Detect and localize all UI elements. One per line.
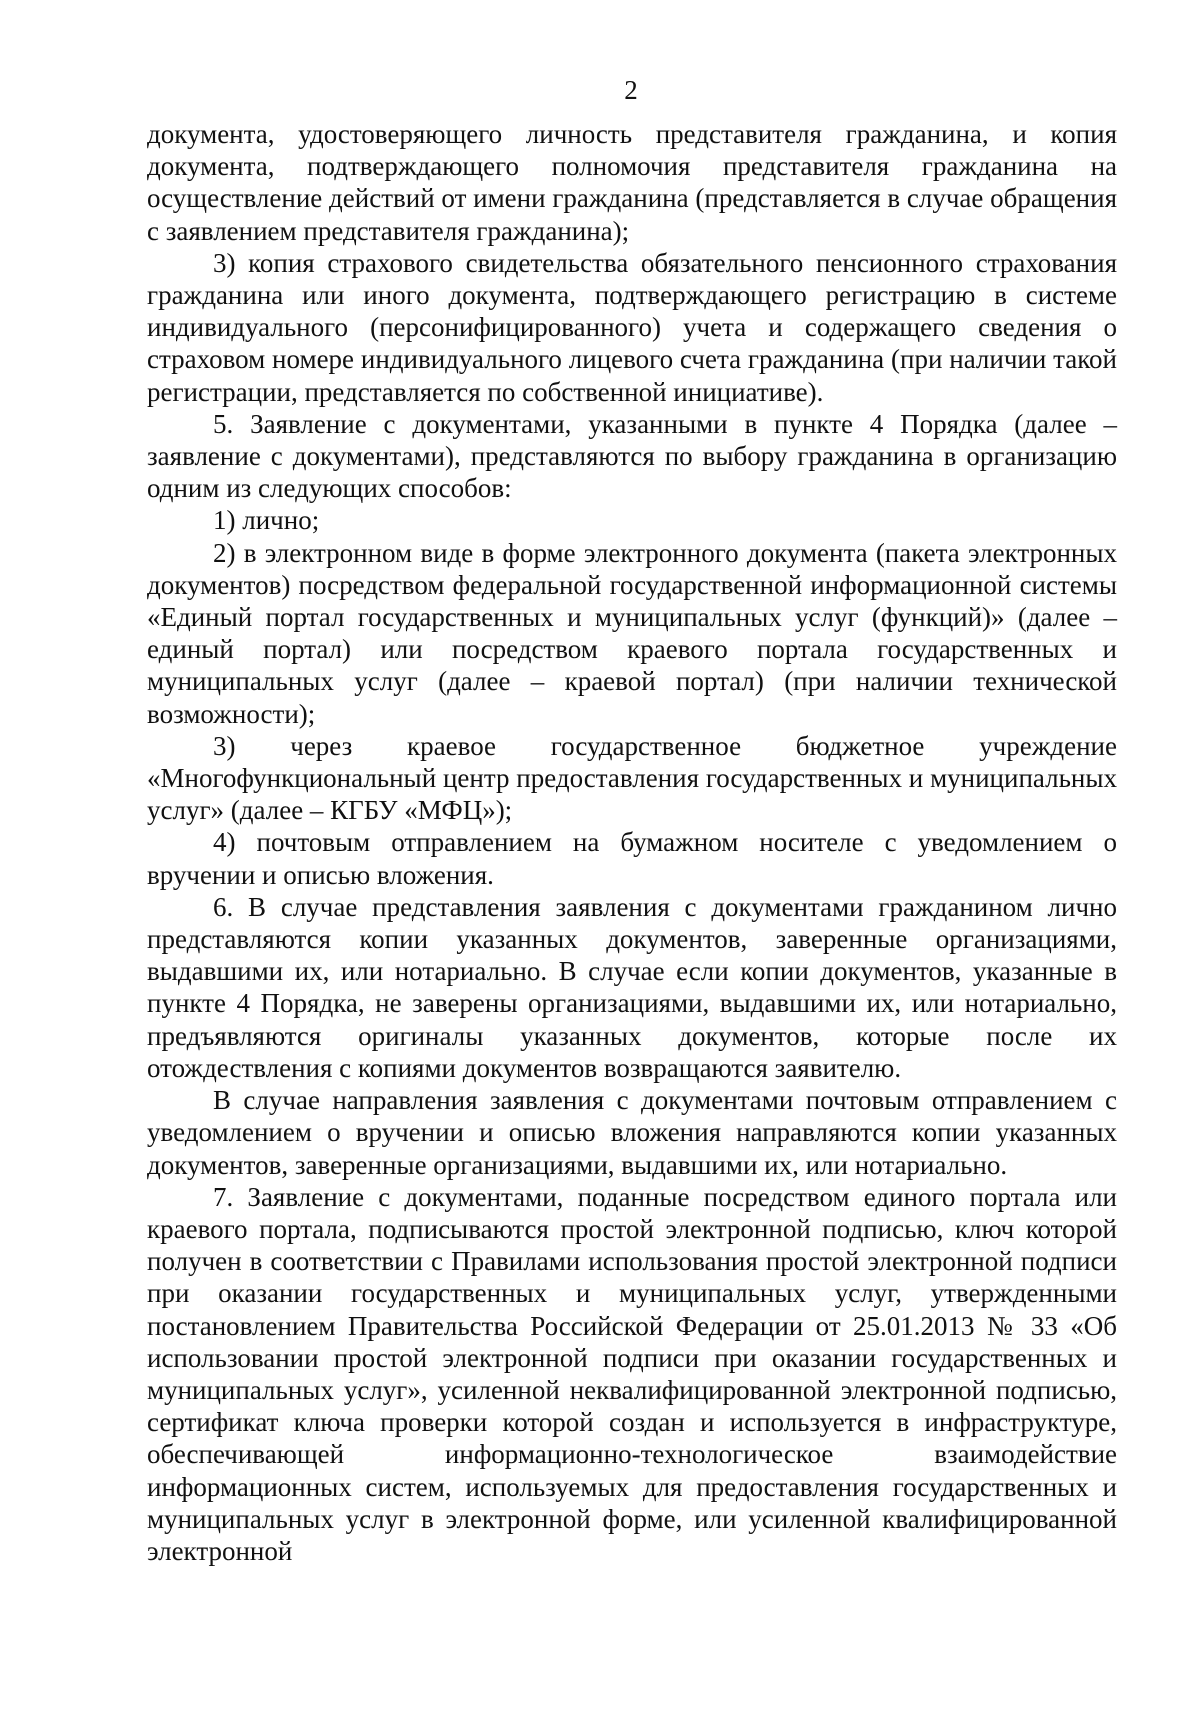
paragraph-clause-6: 6. В случае представления заявления с документами гражданином лично представляются копии указанных документов, заверенные организациями, выдавшими их, или нотариально. В случае если копии документов, указанные в пункте 4 Порядка, не заверены организациями, выдавшими их, или нотариально, предъявляются оригиналы указанных документов, которые после их отождествления с копиями документов возвращаются заявителю. (147, 891, 1117, 1083)
paragraph-item-3-mfc: 3) через краевое государственное бюджетное учреждение «Многофункциональный центр предоставления государственных и муниципальных услуг» (далее – КГБУ «МФЦ»); (147, 730, 1117, 826)
paragraph-clause-5: 5. Заявление с документами, указанными в пункте 4 Порядка (далее – заявление с документами), представляются по выбору гражданина в организацию одним из следующих способов: (147, 408, 1117, 504)
paragraph-item-1-in-person: 1) лично; (213, 505, 320, 536)
paragraph-item-2-electronic: 2) в электронном виде в форме электронного документа (пакета электронных документов) посредством федеральной государственной информационной системы «Единый портал государственных и муниципальных услуг (функций)» (далее – единый портал) или посредством краевого портала государственных и муниципальных услуг (далее – краевой портал) (при наличии технической возможности); (147, 537, 1117, 729)
paragraph-item-4-postal: 4) почтовым отправлением на бумажном носителе с уведомлением о вручении и описью вложения. (147, 827, 1117, 890)
page-number: 2 (624, 75, 638, 105)
paragraph-clause-6-postal: В случае направления заявления с документами почтовым отправлением с уведомлением о вручении и описью вложения направляются копии указанных документов, заверенные организациями, выдавшими их, или нотариально. (147, 1085, 1117, 1180)
paragraph-continuation: документа, удостоверяющего личность представителя гражданина, и копия документа, подтверждающего полномочия представителя гражданина на осуществление действий от имени гражданина (представляется в случае обращения с заявлением представителя гражданина); (147, 119, 1117, 246)
paragraph-item-3-insurance-certificate: 3) копия страхового свидетельства обязательного пенсионного страхования гражданина или иного документа, подтверждающего регистрацию в системе индивидуального (персонифицированного) учета и содержащего сведения о страховом номере индивидуального лицевого счета гражданина (при наличии такой регистрации, представляется по собственной инициативе). (147, 247, 1117, 407)
paragraph-clause-7: 7. Заявление с документами, поданные посредством единого портала или краевого портала, подписываются простой электронной подписью, ключ которой получен в соответствии с Правилами использования простой электронной подписи при оказании государственных и муниципальных услуг, утвержденными постановлением Правительства Российской Федерации от 25.01.2013 № 33 «Об использовании простой электронной подписи при оказании государственных и муниципальных услуг», усиленной неквалифицированной электронной подписью, сертификат ключа проверки которой создан и используется в инфраструктуре, обеспечивающей информационно-технологическое взаимодействие информационных систем, используемых для предоставления государственных и муниципальных услуг в электронной форме, или усиленной квалифицированной электронной (147, 1181, 1117, 1566)
document-body (147, 118, 1117, 1567)
